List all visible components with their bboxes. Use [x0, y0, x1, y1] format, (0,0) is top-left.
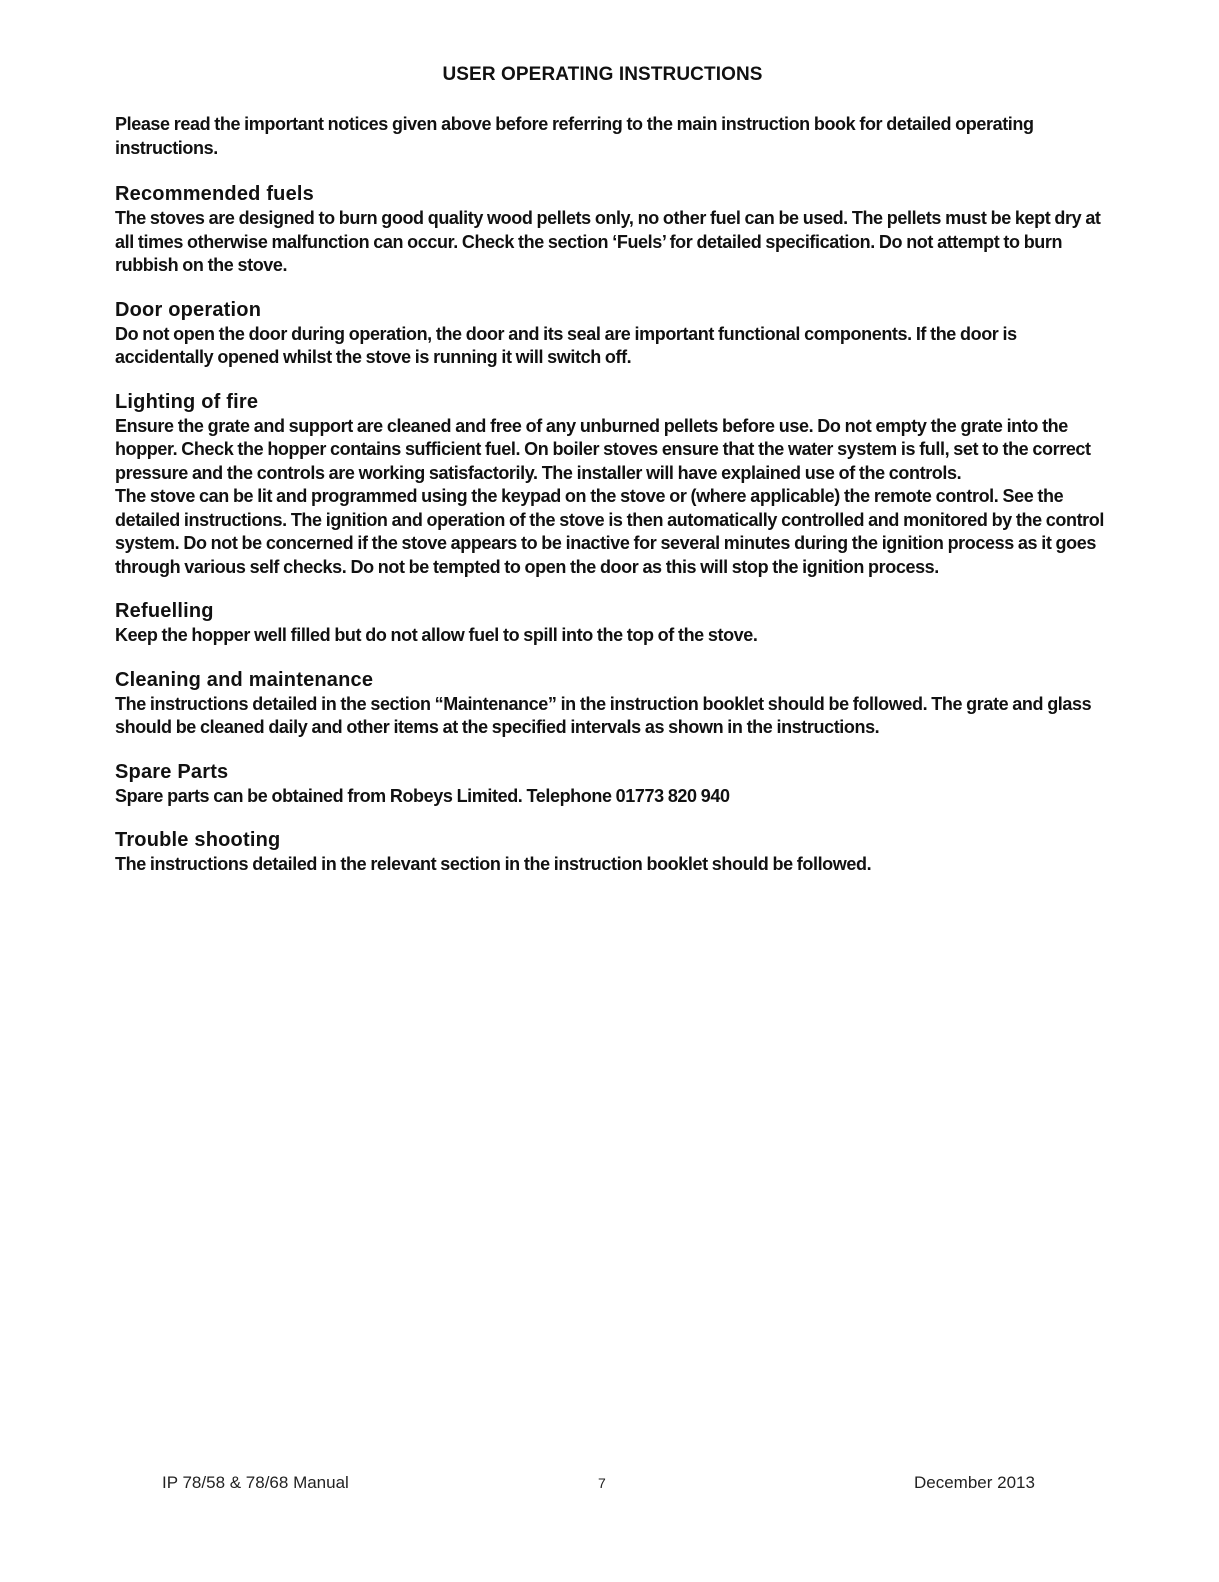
section-heading: Recommended fuels — [115, 183, 315, 205]
section-paragraph: The stove can be lit and programmed using the keypad on the stove or (where applicable) the remote control. See the detailed instructions. The ignition and operation of the stove is then automatically controlled and monitored by the control system. Do not be concerned if the stove appears to be inactive for several minutes during the ignition process as it goes through various self checks. Do not be tempted to open the door as this will stop the ignition process. — [115, 486, 1104, 577]
section-spare-parts — [115, 760, 1105, 809]
document-body — [115, 113, 1105, 897]
footer-manual-name: IP 78/58 & 78/68 Manual — [162, 1473, 349, 1492]
section-cleaning-and-maintenance — [115, 668, 1105, 740]
section-heading: Cleaning and maintenance — [115, 668, 374, 691]
section-paragraph: Spare parts can be obtained from Robeys Limited. Telephone 01773 820 940 — [115, 785, 730, 806]
section-trouble-shooting — [115, 828, 1105, 877]
section-heading: Lighting of fire — [115, 390, 259, 413]
section-heading: Refuelling — [115, 600, 214, 622]
section-lighting-of-fire — [115, 390, 1105, 580]
section-paragraph: Keep the hopper well filled but do not allow fuel to spill into the top of the stove. — [115, 625, 758, 645]
section-paragraph: Do not open the door during operation, the door and its seal are important functional components. If the door is accidentally opened whilst the stove is running it will switch off. — [115, 323, 1017, 367]
section-recommended-fuels — [115, 182, 1105, 278]
section-paragraph: The instructions detailed in the relevant section in the instruction booklet should be followed. — [115, 854, 872, 874]
section-heading: Door operation — [115, 298, 262, 321]
footer-date: December 2013 — [914, 1473, 1035, 1492]
section-heading: Spare Parts — [115, 760, 229, 783]
section-door-operation — [115, 298, 1105, 370]
section-paragraph: The instructions detailed in the section “Maintenance” in the instruction booklet should be followed. The grate and glass should be cleaned daily and other items at the specified intervals as shown in the instructions. — [115, 693, 1092, 737]
section-paragraph: Ensure the grate and support are cleaned and free of any unburned pellets before use. Do not empty the grate into the hopper. Check the hopper contains sufficient fuel. On boiler stoves ensure that the water system is full, set to the correct pressure and the controls are working satisfactorily. The installer will have explained use of the controls. — [115, 415, 1091, 483]
section-heading: Trouble shooting — [115, 829, 281, 851]
page-title: USER OPERATING INSTRUCTIONS — [442, 64, 763, 85]
section-paragraph: The stoves are designed to burn good quality wood pellets only, no other fuel can be used. The pellets must be kept dry at all times otherwise malfunction can occur. Check the section ‘Fuels’ for detailed specification. Do not attempt to burn rubbish on the stove. — [115, 208, 1101, 275]
intro-paragraph: Please read the important notices given above before referring to the main instruction book for detailed operating instructions. — [115, 114, 1034, 158]
footer-page-number: 7 — [598, 1475, 606, 1491]
section-refuelling — [115, 599, 1105, 648]
